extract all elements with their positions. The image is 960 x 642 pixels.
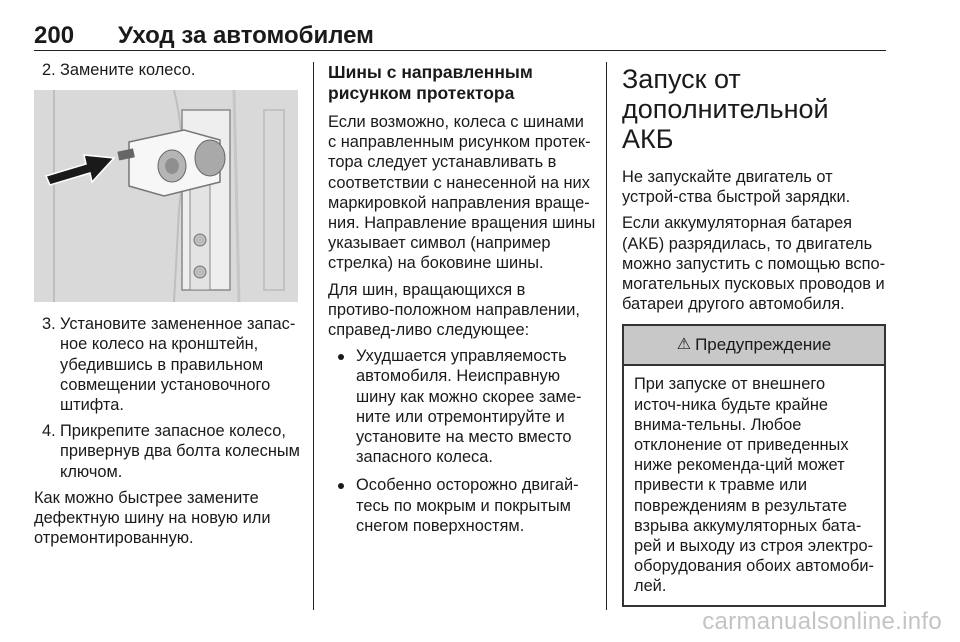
column-divider-2	[606, 62, 607, 610]
step-number: 2.	[42, 61, 56, 79]
step-number: 3.	[42, 315, 56, 334]
paragraph: Не запускайте двигатель от устрой-ства быстрой зарядки.	[622, 168, 851, 207]
warning-triangle-icon: ⚠	[676, 336, 692, 354]
warning-text: При запуске от внешнего источ-ника будьте крайне внима-тельны. Любое отклонение от приведенных ниже рекоменда-ций может привести к травме или повреждениям в результате взрыва аккумуляторных бата-рей и выходу из строя электро-оборудования обоих автомоби-лей.	[634, 375, 874, 596]
warning-title: Предупреждение	[695, 335, 832, 355]
paragraph: Если возможно, колеса с шинами с направленным рисунком протек-тора следует устанавливать в соответствии с нанесенной на них маркировкой направления враще-ния. Направление вращения шины указывает символ (например стрелка) на боковине шины.	[328, 113, 596, 273]
paragraph: Как можно быстрее замените дефектную шину на новую или отремонтированную.	[34, 488, 271, 548]
bullet-text: Ухудшается управляемость автомобиля. Неисправную шину как можно скорее заме-ните или отремонтируйте и установите на место вместо запасного колеса.	[356, 347, 582, 467]
step-3	[34, 314, 300, 415]
paragraph: Для шин, вращающихся в противо-положном направлении, справед-ливо следующее:	[328, 280, 580, 340]
column-1	[34, 60, 300, 554]
paragraph: Если аккумуляторная батарея (АКБ) разрядилась, то двигатель можно запустить с помощью вспо-могательных пусковых проводов и батареи другого автомобиля.	[622, 214, 886, 314]
step-text: Замените колесо.	[60, 61, 196, 79]
bullet-item	[328, 475, 596, 536]
section-heading: Запуск от дополнительной АКБ	[622, 64, 829, 154]
bracket-drawing	[34, 90, 298, 302]
bullet-text: Особенно осторожно двигай-тесь по мокрым и покрытым снегом поверхностям.	[356, 476, 579, 535]
section-heading: Шины с направленным рисунком протектора	[328, 62, 533, 103]
step-4	[34, 421, 300, 482]
step-number: 4.	[42, 422, 56, 441]
column-2	[328, 60, 596, 544]
bullet-item	[328, 346, 596, 467]
spare-wheel-bracket-illustration	[34, 90, 298, 302]
watermark: carmanualsonline.info	[702, 608, 942, 635]
step-2	[34, 60, 300, 80]
step-text: Прикрепите запасное колесо, привернув два болта колесным ключом.	[60, 422, 300, 481]
step-text: Установите замененное запас-ное колесо на кронштейн, убедившись в правильном совмещении установочного штифта.	[60, 315, 296, 415]
bullet-dot	[338, 354, 344, 360]
page-number: 200	[34, 22, 75, 49]
warning-header	[624, 326, 884, 366]
warning-box	[622, 324, 886, 606]
column-divider-1	[313, 62, 314, 610]
page-header	[34, 10, 886, 51]
bullet-dot	[338, 483, 344, 489]
page-title: Уход за автомобилем	[118, 22, 374, 49]
column-3	[622, 60, 886, 607]
